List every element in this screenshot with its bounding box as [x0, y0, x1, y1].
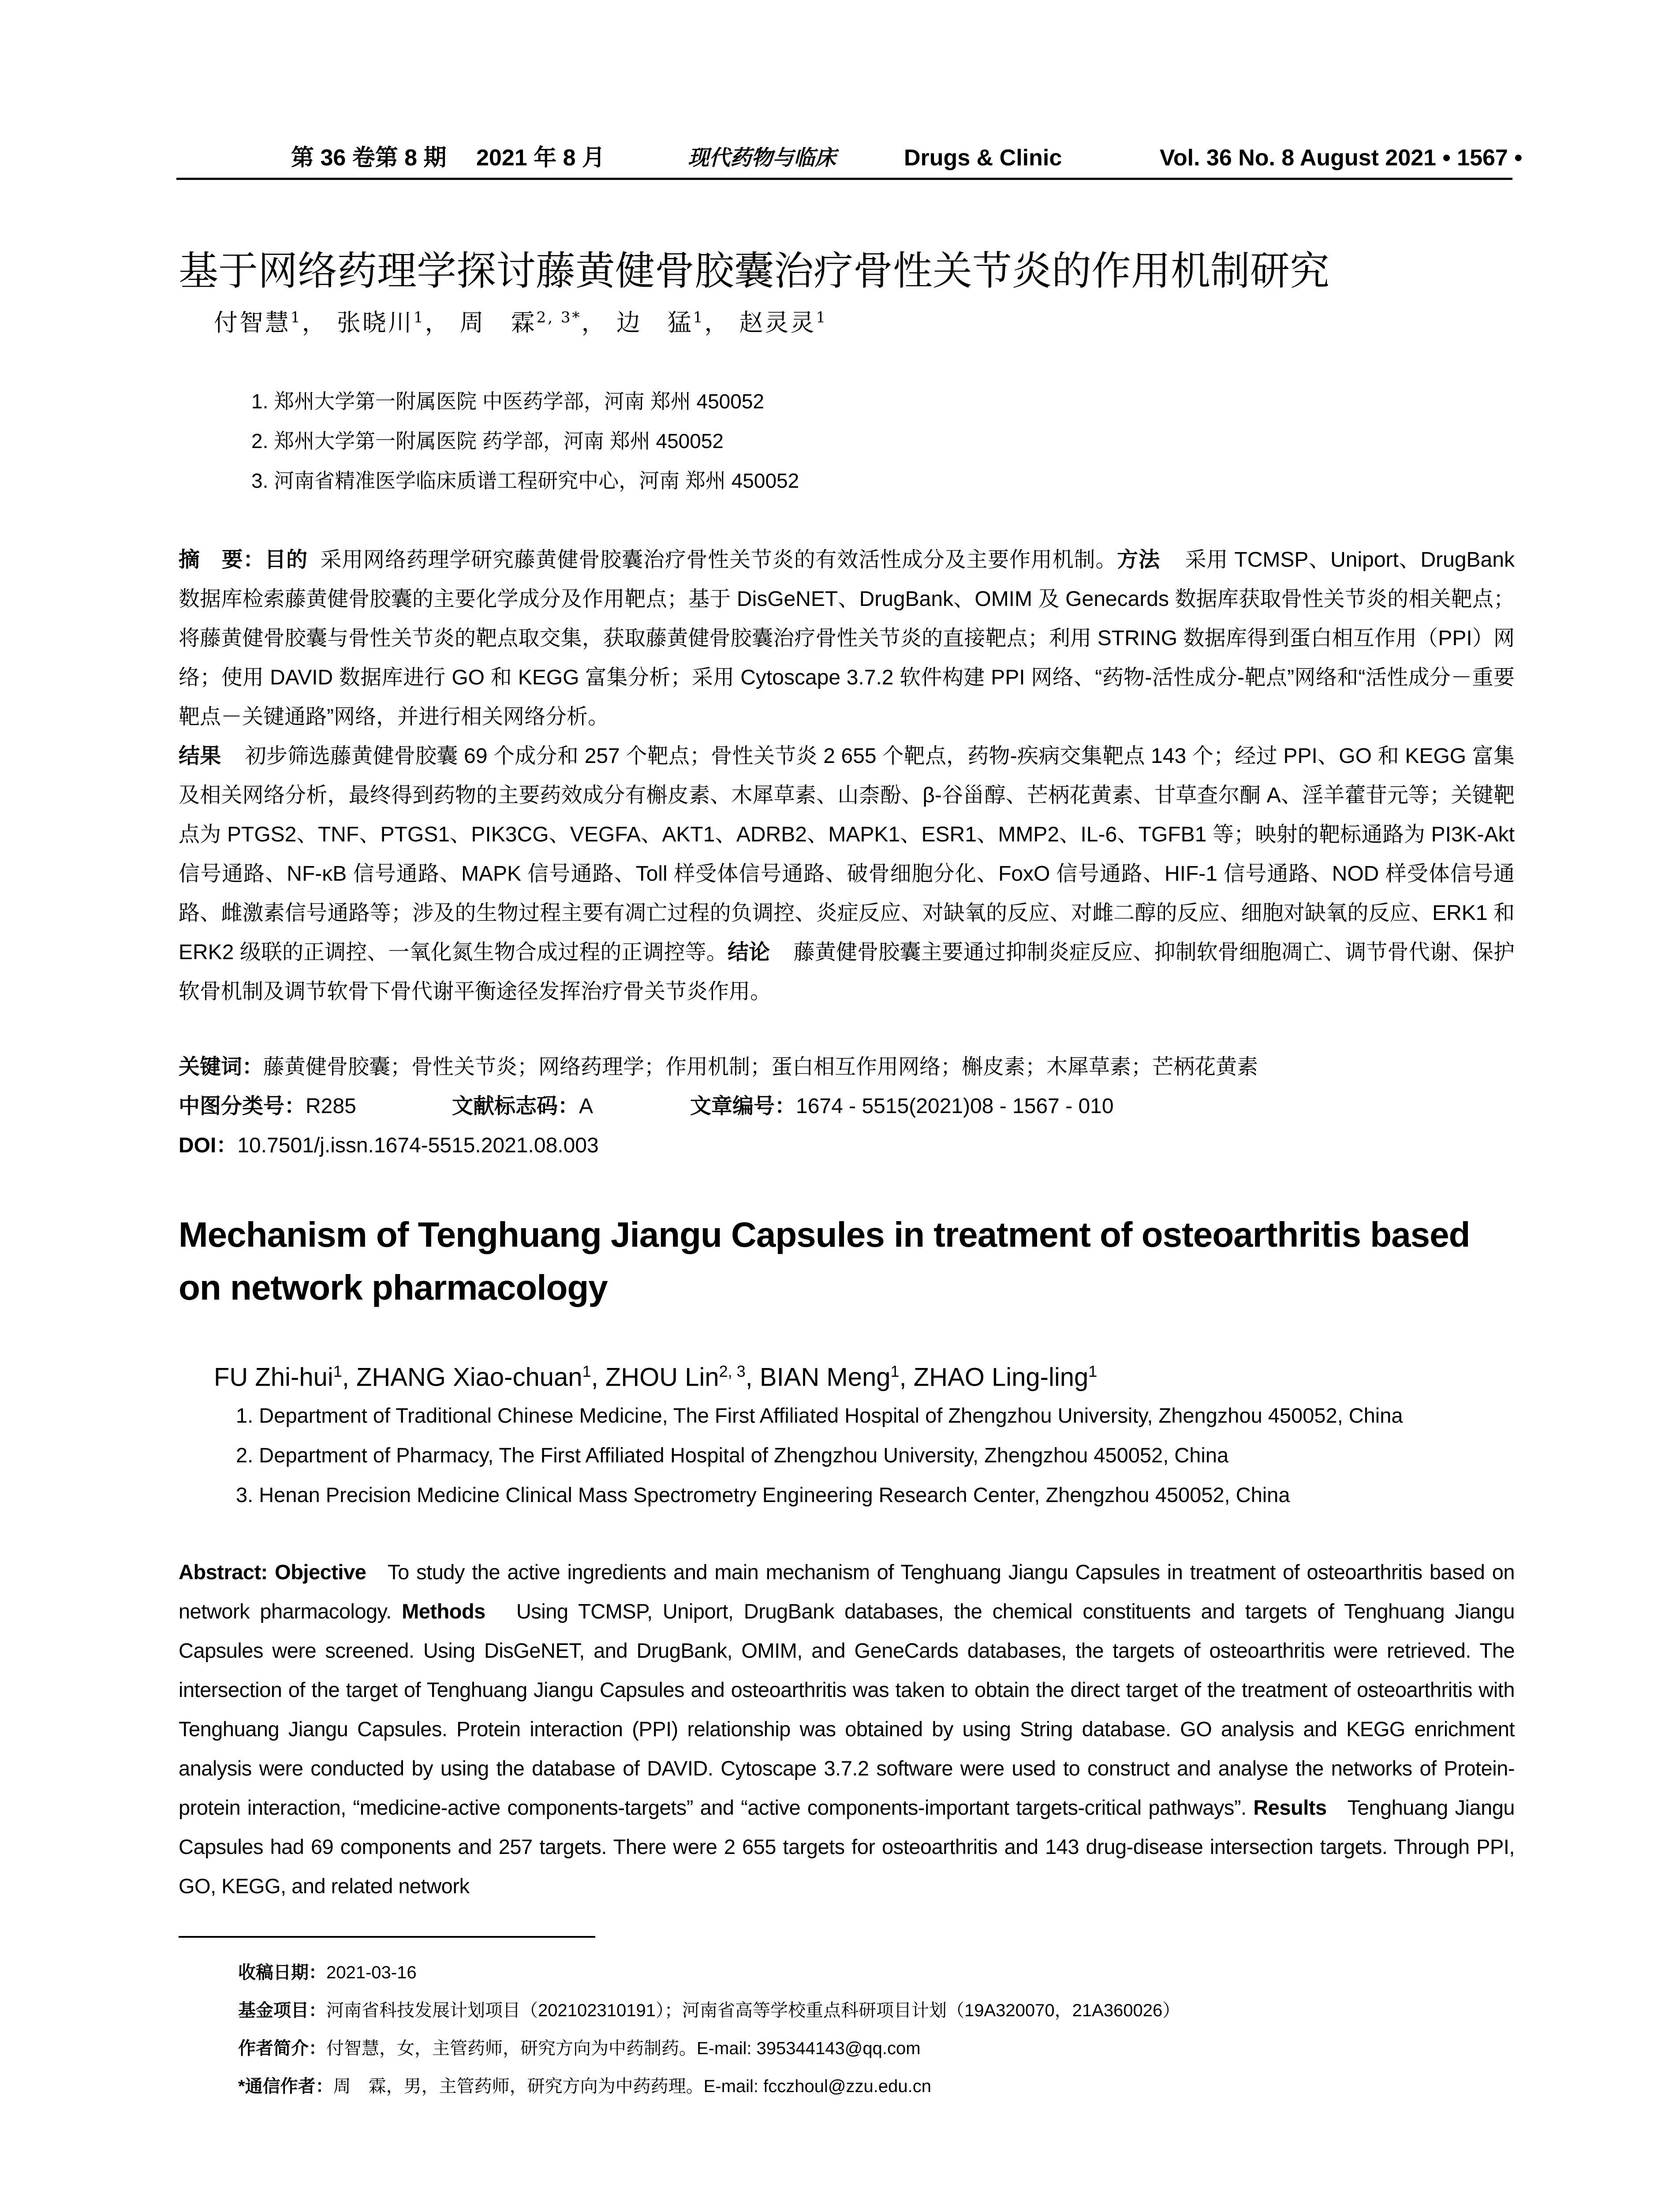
cn-author: 张晓川 — [336, 309, 414, 336]
header-date-cn: 2021 年 8 月 — [476, 145, 605, 171]
en-affiliations — [236, 1396, 1403, 1515]
cn-keywords — [179, 1047, 1515, 1087]
cn-author-sup: 1 — [693, 309, 705, 326]
en-author-sep: , — [899, 1363, 914, 1392]
cn-methods-label: 方法 — [1117, 548, 1160, 572]
cn-results: 初步筛选藤黄健骨胶囊 69 个成分和 257 个靶点；骨性关节炎 2 655 个靶点，药物-疾病交集靶点 143 个；经过 PPI、GO 和 KEGG 富集及相关网络分析，最终得到药物的主要药效成分有槲皮素、木犀草素、山柰酚、β-谷甾醇、芒柄花黄素、甘草查尔酮 A、淫羊藿苷元等；关键靶点为 PTGS2、TNF、PTGS1、PIK3CG、VEGFA、AKT1、ADRB2、MAPK1、ESR1、MMP2、IL-6、TGFB1 等；映射的靶标通路为 PI3K-Akt 信号通路、NF-κB 信号通路、MAPK 信号通路、Toll 样受体信号通路、破骨细胞分化、FoxO 信号通路、HIF-1 信号通路、NOD 样受体信号通路、雌激素信号通路等；涉及的生物过程主要有凋亡过程的负调控、炎症反应、对缺氧的反应、对雌二醇的反应、细胞对缺氧的反应、ERK1 和 ERK2 级联的正调控、一氧化氮生物合成过程的正调控等。 — [179, 744, 1515, 964]
cn-author: 赵灵灵 — [739, 309, 816, 336]
cn-author: 周 霖 — [459, 309, 537, 336]
en-author-sup: 1 — [582, 1362, 591, 1380]
doi — [179, 1126, 1515, 1165]
en-title: Mechanism of Tenghuang Jiangu Capsules in treatment of osteoarthritis based on network pharmacology — [179, 1215, 1470, 1307]
cn-affiliation: 2. 郑州大学第一附属医院 药学部，河南 郑州 450052 — [251, 430, 724, 452]
cn-author-sep: ， — [704, 309, 730, 336]
en-objective-label: Objective — [275, 1560, 366, 1584]
en-author: FU Zhi-hui — [214, 1363, 333, 1392]
cn-author-sup: 1 — [291, 309, 302, 326]
en-results: Tenghuang Jiangu Capsules had 69 components and 257 targets. There were 2 655 targets for osteoarthritis and 143 drug-disease intersection targets. Through PPI, GO, KEGG, and related network — [179, 1796, 1515, 1898]
en-affiliation: 2. Department of Pharmacy, The First Affiliated Hospital of Zhengzhou University, Zhengzhou 450052, China — [236, 1443, 1229, 1467]
article-no-label: 文章编号： — [690, 1095, 796, 1118]
cn-author-sep: ， — [425, 309, 451, 336]
footnote-rule — [179, 1936, 595, 1938]
cn-author: 边 猛 — [616, 309, 693, 336]
footnote-text: 周 霖，男，主管药师，研究方向为中药药理。E-mail: fcczhoul@zzu.edu.cn — [333, 2077, 931, 2096]
cn-affiliation: 1. 郑州大学第一附属医院 中医药学部，河南 郑州 450052 — [251, 390, 764, 413]
footnote-text: 河南省科技发展计划项目（202102310191）；河南省高等学校重点科研项目计划（19A320070，21A360026） — [326, 2001, 1180, 2020]
clc-label: 中图分类号： — [179, 1095, 306, 1118]
footnote-received — [238, 1954, 1180, 1992]
en-author-sep: , — [745, 1363, 760, 1392]
header-volume-en: Vol. 36 No. 8 August 2021 • 1567 • — [1160, 145, 1523, 171]
doi-value: 10.7501/j.issn.1674-5515.2021.08.003 — [237, 1134, 599, 1157]
cn-classification — [179, 1087, 1515, 1126]
en-author: BIAN Meng — [759, 1363, 891, 1392]
footnote-text: 付智慧，女，主管药师，研究方向为中药制药。E-mail: 395344143@qq.com — [326, 2039, 921, 2058]
en-methods-label: Methods — [402, 1600, 485, 1623]
cn-authors — [214, 295, 827, 345]
header-journal-en: Drugs & Clinic — [904, 145, 1062, 171]
header-volume-issue-cn: 第 36 卷第 8 期 — [291, 145, 447, 171]
en-author-sep: , — [342, 1363, 356, 1392]
article-no-value: 1674 - 5515(2021)08 - 1567 - 010 — [796, 1095, 1114, 1118]
en-results-label: Results — [1253, 1796, 1327, 1819]
footnote-label: 基金项目： — [238, 2001, 326, 2020]
cn-author-sep: ， — [302, 309, 328, 336]
en-affiliation: 3. Henan Precision Medicine Clinical Mass Spectrometry Engineering Research Center, Zhengzhou 450052, China — [236, 1483, 1290, 1506]
cn-methods: 采用 TCMSP、Uniport、DrugBank 数据库检索藤黄健骨胶囊的主要化学成分及作用靶点；基于 DisGeNET、DrugBank、OMIM 及 Genecards 数据库获取骨性关节炎的相关靶点；将藤黄健骨胶囊与骨性关节炎的靶点取交集，获取藤黄健骨胶囊治疗骨性关节炎的直接靶点；利用 STRING 数据库得到蛋白相互作用（PPI）网络；使用 DAVID 数据库进行 GO 和 KEGG 富集分析；采用 Cytoscape 3.7.2 软件构建 PPI 网络、“药物-活性成分-靶点”网络和“活性成分－重要靶点－关键通路”网络，并进行相关网络分析。 — [179, 548, 1515, 729]
en-author-sep: , — [591, 1363, 605, 1392]
footnote-label: 收稿日期： — [238, 1963, 326, 1982]
cn-author-sep: ， — [581, 309, 607, 336]
cn-keywords-label: 关键词： — [179, 1055, 264, 1079]
clc-value: R285 — [306, 1095, 356, 1118]
cn-affiliations — [251, 381, 799, 501]
running-header — [176, 140, 1523, 176]
en-objective: To study the active ingredients and main mechanism of Tenghuang Jiangu Capsules in treatment of osteoarthritis based on network pharmacology. — [179, 1560, 1515, 1623]
cn-keywords-text: 藤黄健骨胶囊；骨性关节炎；网络药理学；作用机制；蛋白相互作用网络；槲皮素；木犀草素；芒柄花黄素 — [263, 1055, 1258, 1079]
doi-label: DOI： — [179, 1134, 238, 1157]
en-author-sup: 1 — [333, 1362, 342, 1380]
cn-abstract-label: 摘 要： — [179, 548, 265, 572]
cn-results-label: 结果 — [179, 744, 221, 768]
footnotes — [238, 1954, 1180, 2105]
en-abstract — [179, 1552, 1515, 1906]
cn-author-sup: 2, 3* — [536, 309, 582, 326]
footnote-funding — [238, 1992, 1180, 2029]
doc-code-label: 文献标志码： — [452, 1095, 579, 1118]
en-author: ZHANG Xiao-chuan — [356, 1363, 582, 1392]
cn-affiliation: 3. 河南省精准医学临床质谱工程研究中心，河南 郑州 450052 — [251, 469, 799, 492]
cn-author-sup: 1 — [413, 309, 425, 326]
footnote-author-bio — [238, 2029, 1180, 2067]
en-affiliation: 1. Department of Traditional Chinese Medicine, The First Affiliated Hospital of Zhengzhou University, Zhengzhou 450052, China — [236, 1404, 1403, 1427]
en-author-sup: 1 — [890, 1362, 900, 1380]
cn-abstract — [179, 540, 1515, 1011]
en-author: ZHAO Ling-ling — [913, 1363, 1089, 1392]
cn-objective-label: 目的 — [265, 548, 308, 572]
doc-code-value: A — [579, 1095, 594, 1118]
cn-objective: 采用网络药理学研究藤黄健骨胶囊治疗骨性关节炎的有效活性成分及主要作用机制。 — [320, 548, 1117, 572]
footnote-corresponding — [238, 2067, 1180, 2105]
en-author-sup: 2, 3 — [719, 1362, 746, 1380]
footnote-label: *通信作者： — [238, 2077, 333, 2096]
cn-conclusion-label: 结论 — [727, 941, 770, 964]
cn-conclusion: 藤黄健骨胶囊主要通过抑制炎症反应、抑制软骨细胞凋亡、调节骨代谢、保护软骨机制及调节软骨下骨代谢平衡途径发挥治疗骨关节炎作用。 — [179, 941, 1515, 1003]
header-journal-cn: 现代药物与临床 — [688, 146, 836, 170]
en-author-sup: 1 — [1088, 1362, 1098, 1380]
en-abstract-label: Abstract: — [179, 1560, 268, 1584]
en-author: ZHOU Lin — [605, 1363, 719, 1392]
cn-author: 付智慧 — [214, 309, 291, 336]
cn-author-sup: 1 — [816, 309, 828, 326]
cn-title: 基于网络药理学探讨藤黄健骨胶囊治疗骨性关节炎的作用机制研究 — [179, 249, 1329, 293]
header-rule — [176, 178, 1512, 180]
footnote-label: 作者简介： — [238, 2039, 326, 2058]
en-methods: Using TCMSP, Uniport, DrugBank databases, the chemical constituents and targets of Tenghuang Jiangu Capsules were screened. Using DisGeNET, and DrugBank, OMIM, and GeneCards databases, the targets of osteoarthritis were retrieved. The intersection of the target of Tenghuang Jiangu Capsules and osteoarthritis was taken to obtain the direct target of the treatment of osteoarthritis with Tenghuang Jiangu Capsules. Protein interaction (PPI) relationship was obtained by using String database. GO analysis and KEGG enrichment analysis were conducted by using the database of DAVID. Cytoscape 3.7.2 software were used to construct and analyse the networks of Protein-protein interaction, “medicine-active components-targets” and “active components-important targets-critical pathways”. — [179, 1600, 1515, 1819]
en-authors — [214, 1349, 1097, 1399]
footnote-text: 2021-03-16 — [326, 1963, 417, 1982]
